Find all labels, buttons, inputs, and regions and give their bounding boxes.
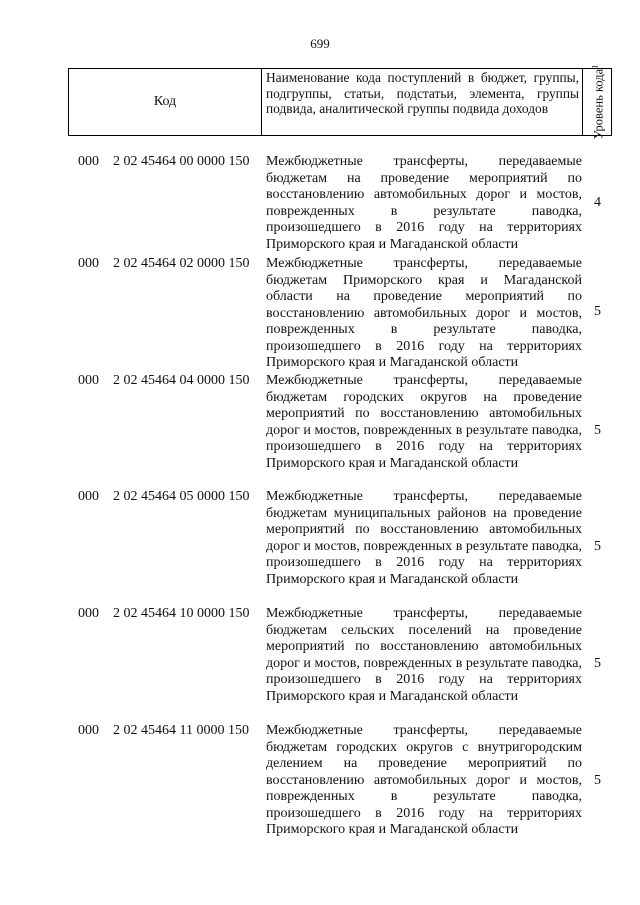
row-level: 5 [594,304,601,319]
header-code: Код [69,69,262,135]
header-level-footnote: 1 [589,64,599,69]
row-name: Межбюджетные трансферты, передаваемые бюджетам Приморского края и Магаданской области на проведение мероприятий по восстановлению автомобильных дорог и мостов, поврежденных в результате паводка, произошедшего в 2016 году на территориях Приморского края и Магаданской области [266,256,582,370]
header-name: Наименование кода поступлений в бюджет, группы, подгруппы, статьи, подстатьи, элемента, группы подвида, аналитической группы подвида доходов [266,70,579,116]
row-prefix: 000 [78,606,99,621]
row-level: 4 [594,195,601,210]
row-code: 2 02 45464 02 0000 150 [113,256,250,271]
header-level-text: Уровень кода [591,68,606,140]
row-name: Межбюджетные трансферты, передаваемые бюджетам на проведение мероприятий по восстановлению автомобильных дорог и мостов, поврежденных в результате паводка, произошедшего в 2016 году на территориях Приморского края и Магаданской области [266,154,582,252]
row-name: Межбюджетные трансферты, передаваемые бюджетам сельских поселений на проведение мероприятий по восстановлению автомобильных дорог и мостов, поврежденных в результате паводка, произошедшего в 2016 году на территориях Приморского края и Магаданской области [266,606,582,704]
row-code: 2 02 45464 04 0000 150 [113,373,250,388]
row-name: Межбюджетные трансферты, передаваемые бюджетам городских округов с внутригородским делением на проведение мероприятий по восстановлению автомобильных дорог и мостов, поврежденных в результате паводка, произошедшего в 2016 году на территориях Приморского края и Магаданской области [266,723,582,837]
row-prefix: 000 [78,154,99,169]
header-level-label [589,65,604,139]
header-level [582,64,610,140]
row-code: 2 02 45464 11 0000 150 [113,723,249,738]
row-level: 5 [594,539,601,554]
row-level: 5 [594,656,601,671]
row-prefix: 000 [78,489,99,504]
row-name: Межбюджетные трансферты, передаваемые бюджетам городских округов на проведение мероприятий по восстановлению автомобильных дорог и мостов, поврежденных в результате паводка, произошедшего в 2016 году на территориях Приморского края и Магаданской области [266,373,582,471]
row-name: Межбюджетные трансферты, передаваемые бюджетам муниципальных районов на проведение мероприятий по восстановлению автомобильных дорог и мостов, поврежденных в результате паводка, произошедшего в 2016 году на территориях Приморского края и Магаданской области [266,489,582,587]
row-code: 2 02 45464 05 0000 150 [113,489,250,504]
row-level: 5 [594,423,601,438]
page-number: 699 [310,36,330,51]
row-level: 5 [594,773,601,788]
row-code: 2 02 45464 00 0000 150 [113,154,250,169]
row-prefix: 000 [78,373,99,388]
row-prefix: 000 [78,723,99,738]
row-code: 2 02 45464 10 0000 150 [113,606,250,621]
table-header [68,64,612,140]
row-prefix: 000 [78,256,99,271]
